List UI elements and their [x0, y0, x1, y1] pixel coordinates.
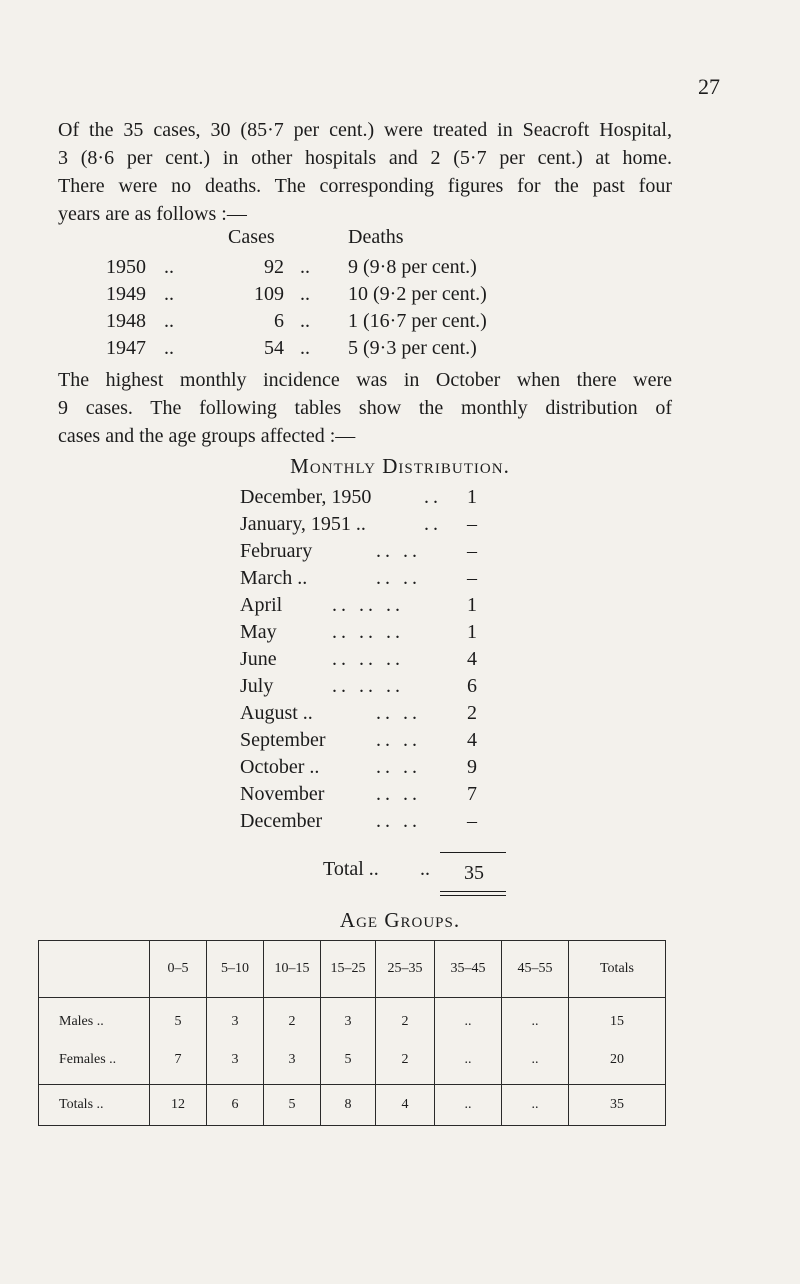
leader-dots: .. — [300, 310, 310, 332]
total-rule-double-1 — [440, 891, 506, 892]
total-label: Total .. — [323, 858, 379, 880]
age-cell — [502, 998, 569, 1085]
paragraph-line: The highest monthly incidence was in October when there were — [58, 369, 672, 391]
cell-value: 5 — [344, 1052, 352, 1067]
month-row — [0, 567, 800, 595]
leader-dots: .. .. — [376, 540, 421, 562]
column-header: 5–10 — [207, 941, 264, 998]
month-value: 4 — [467, 729, 477, 751]
month-value: 9 — [467, 756, 477, 778]
cell-value: 3 — [288, 1052, 296, 1067]
total-cell: 6 — [207, 1085, 264, 1126]
month-row — [0, 729, 800, 757]
paragraph-line: years are as follows :— — [58, 203, 247, 225]
column-header: Totals — [569, 941, 666, 998]
total-cell: 8 — [321, 1085, 376, 1126]
leader-dots: .. — [164, 283, 174, 305]
cell-value: 7 — [174, 1052, 182, 1067]
total-cell: .. — [435, 1085, 502, 1126]
comparison-row — [0, 337, 800, 365]
month-value: 1 — [467, 486, 477, 508]
corner-cell — [39, 941, 150, 998]
total-cell: 35 — [569, 1085, 666, 1126]
age-table-totals-row — [39, 1085, 666, 1126]
cell-value: 2 — [288, 1014, 296, 1029]
cell-value: 3 — [344, 1014, 352, 1029]
total-cell: 12 — [150, 1085, 207, 1126]
month-row — [0, 702, 800, 730]
month-row — [0, 513, 800, 541]
paragraph-line: cases and the age groups affected :— — [58, 425, 356, 447]
leader-dots: .. .. .. — [332, 621, 404, 643]
month-value: – — [467, 567, 477, 589]
month-label: October .. — [240, 756, 320, 778]
cell-value: 3 — [231, 1014, 239, 1029]
month-label: November — [240, 783, 325, 805]
age-cell — [435, 998, 502, 1085]
total-rule-top — [440, 852, 506, 853]
month-value: 4 — [467, 648, 477, 670]
row-labels — [39, 998, 150, 1085]
leader-dots: .. .. — [376, 810, 421, 832]
leader-dots: .. .. .. — [332, 675, 404, 697]
month-label: September — [240, 729, 326, 751]
column-header: 25–35 — [376, 941, 435, 998]
cell-value: .. — [531, 1014, 539, 1029]
cell-value: 5 — [174, 1014, 182, 1029]
cases-header: Cases — [228, 226, 275, 248]
column-header: 10–15 — [264, 941, 321, 998]
month-row — [0, 675, 800, 703]
month-value: 6 — [467, 675, 477, 697]
comparison-row — [0, 283, 800, 311]
age-cell — [264, 998, 321, 1085]
leader-dots: .. .. — [376, 756, 421, 778]
paragraph-treatment-summary — [58, 116, 672, 228]
month-label: May — [240, 621, 277, 643]
paragraph-line: There were no deaths. The corresponding figures for the past four — [58, 175, 672, 197]
month-row — [0, 783, 800, 811]
leader-dots: .. .. — [376, 567, 421, 589]
total-cell: .. — [502, 1085, 569, 1126]
age-groups-table — [38, 940, 666, 1126]
leader-dots: .. — [424, 513, 442, 535]
month-value: – — [467, 513, 477, 535]
year: 1949 — [106, 283, 146, 305]
deaths-value: 5 (9·3 per cent.) — [348, 337, 477, 359]
month-value: – — [467, 540, 477, 562]
column-header: 45–55 — [502, 941, 569, 998]
leader-dots: .. .. — [376, 729, 421, 751]
leader-dots: .. — [420, 858, 430, 880]
paragraph-line: 9 cases. The following tables show the monthly distribution of — [58, 397, 672, 419]
month-row — [0, 594, 800, 622]
row-label-totals: Totals .. — [39, 1085, 150, 1126]
cell-value: 2 — [401, 1014, 409, 1029]
leader-dots: .. — [164, 310, 174, 332]
comparison-row — [0, 310, 800, 338]
age-table-body — [39, 998, 666, 1085]
row-label-females: Females .. — [59, 1052, 117, 1067]
month-value: 1 — [467, 621, 477, 643]
column-header: 0–5 — [150, 941, 207, 998]
column-header: 35–45 — [435, 941, 502, 998]
monthly-distribution-title: Monthly Distribution. — [290, 454, 510, 478]
comparison-row — [0, 256, 800, 284]
month-label: August .. — [240, 702, 313, 724]
leader-dots: .. — [300, 256, 310, 278]
paragraph-monthly-intro — [58, 366, 672, 450]
month-label: February — [240, 540, 313, 562]
cell-value: 20 — [610, 1052, 624, 1067]
deaths-value: 1 (16·7 per cent.) — [348, 310, 487, 332]
total-rule-double-2 — [440, 895, 506, 896]
month-value: – — [467, 810, 477, 832]
column-header: 15–25 — [321, 941, 376, 998]
age-cell — [376, 998, 435, 1085]
cases-value: 109 — [254, 283, 284, 305]
total-value: 35 — [464, 862, 484, 884]
month-label: July — [240, 675, 274, 697]
month-row — [0, 648, 800, 676]
leader-dots: .. — [164, 256, 174, 278]
leader-dots: .. .. — [376, 783, 421, 805]
age-table-header-row — [39, 941, 666, 998]
year: 1948 — [106, 310, 146, 332]
cell-value: 2 — [401, 1052, 409, 1067]
deaths-header: Deaths — [348, 226, 404, 248]
month-label: April — [240, 594, 283, 616]
cell-value: 15 — [610, 1014, 624, 1029]
month-label: January, 1951 .. — [240, 513, 366, 535]
month-label: June — [240, 648, 277, 670]
cell-value: .. — [464, 1052, 472, 1067]
leader-dots: .. — [164, 337, 174, 359]
deaths-value: 10 (9·2 per cent.) — [348, 283, 487, 305]
paragraph-line: Of the 35 cases, 30 (85·7 per cent.) were treated in Seacroft Hospital, — [58, 119, 672, 141]
paragraph-line: 3 (8·6 per cent.) in other hospitals and 2 (5·7 per cent.) at home. — [58, 147, 672, 169]
year: 1950 — [106, 256, 146, 278]
month-row — [0, 486, 800, 514]
month-label: December, 1950 — [240, 486, 372, 508]
month-value: 7 — [467, 783, 477, 805]
cases-value: 92 — [264, 256, 284, 278]
cell-value: .. — [531, 1052, 539, 1067]
age-groups-title: Age Groups. — [339, 908, 461, 932]
month-row — [0, 810, 800, 838]
age-cell — [207, 998, 264, 1085]
month-row — [0, 540, 800, 568]
cell-value: 3 — [231, 1052, 239, 1067]
age-cell — [150, 998, 207, 1085]
age-cell — [569, 998, 666, 1085]
month-value: 1 — [467, 594, 477, 616]
leader-dots: .. — [424, 486, 442, 508]
month-row — [0, 621, 800, 649]
cases-value: 6 — [274, 310, 284, 332]
age-cell — [321, 998, 376, 1085]
cell-value: .. — [464, 1014, 472, 1029]
leader-dots: .. — [300, 337, 310, 359]
total-cell: 4 — [376, 1085, 435, 1126]
cases-value: 54 — [264, 337, 284, 359]
page-number: 27 — [698, 74, 720, 99]
month-label: March .. — [240, 567, 308, 589]
month-value: 2 — [467, 702, 477, 724]
leader-dots: .. — [300, 283, 310, 305]
total-cell: 5 — [264, 1085, 321, 1126]
leader-dots: .. .. — [376, 702, 421, 724]
deaths-value: 9 (9·8 per cent.) — [348, 256, 477, 278]
row-label-males: Males .. — [59, 1014, 104, 1029]
year: 1947 — [106, 337, 146, 359]
leader-dots: .. .. .. — [332, 594, 404, 616]
month-label: December — [240, 810, 323, 832]
leader-dots: .. .. .. — [332, 648, 404, 670]
month-row — [0, 756, 800, 784]
